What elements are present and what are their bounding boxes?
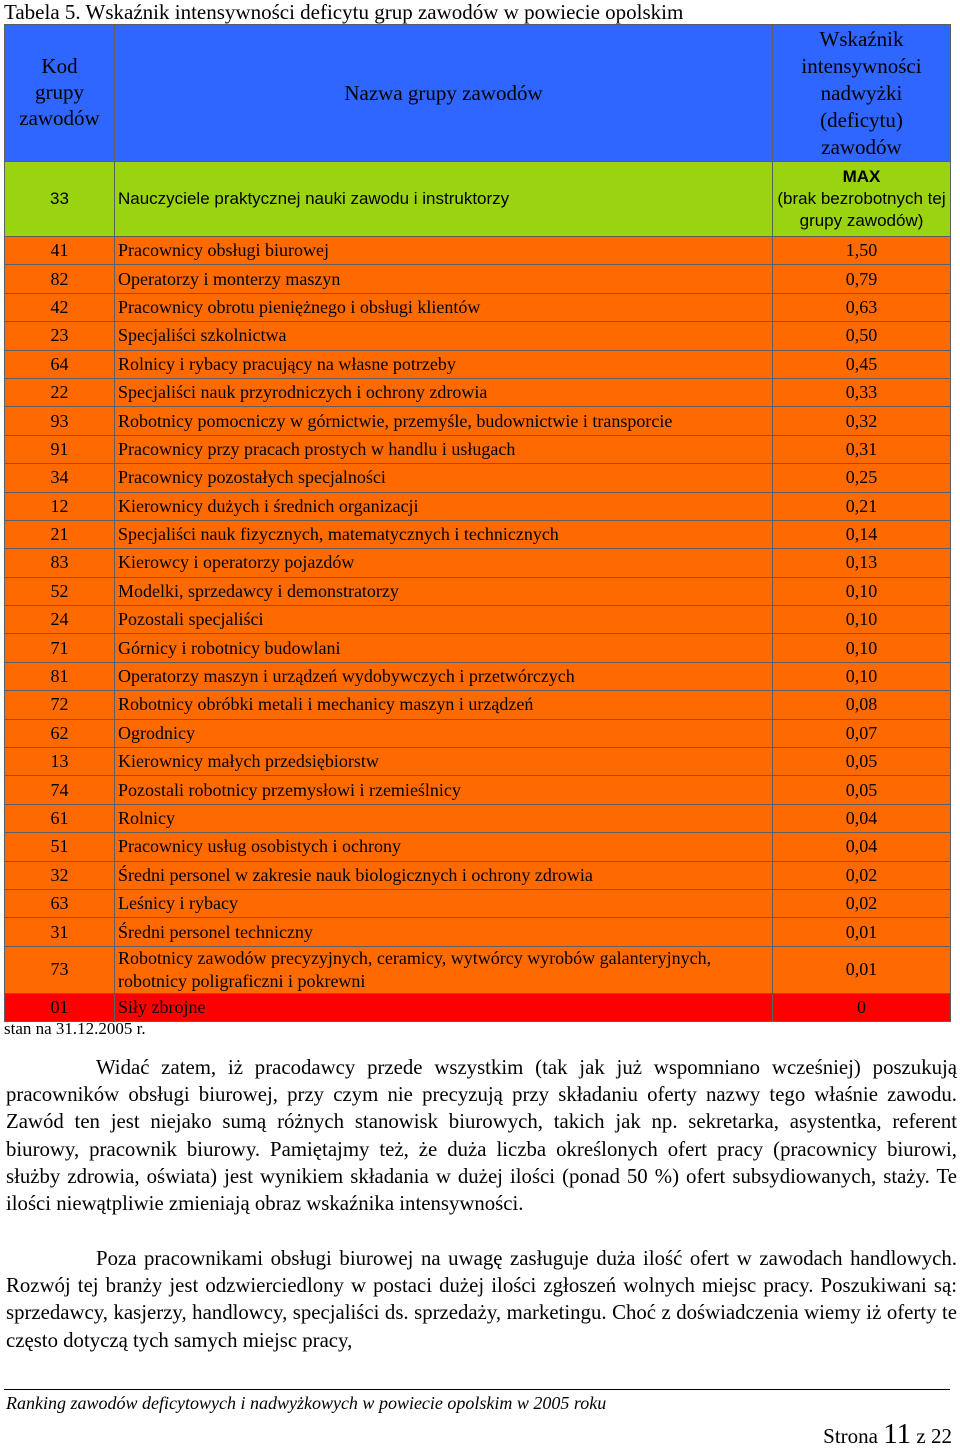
row-value: 0,33 — [773, 378, 951, 406]
footer-divider — [4, 1389, 950, 1390]
table-row — [5, 162, 951, 237]
row-value: 0,05 — [773, 748, 951, 776]
row-name: Pozostali specjaliści — [115, 606, 773, 634]
table-row — [5, 889, 951, 917]
table-row — [5, 606, 951, 634]
row-name: Robotnicy pomocniczy w górnictwie, przemyśle, budownictwie i transporcie — [115, 407, 773, 435]
paragraph: Poza pracownikami obsługi biurowej na uwagę zasługuje duża ilość ofert w zawodach handlowych. Rozwój tej branży jest odzwierciedlony w postaci dużej ilości zgłoszeń wolnych miejsc pracy. Poszukiwani są: sprzedawcy, kasjerzy, handlowcy, specjaliści ds. sprzedaży, marketingu. Choć z doświadczenia wiemy iż oferty te często dotyczą tych samych miejsc pracy, — [6, 1247, 957, 1352]
table-row — [5, 861, 951, 889]
row-code: 83 — [5, 549, 115, 577]
row-value: 0,79 — [773, 265, 951, 293]
table-row — [5, 691, 951, 719]
row-value: 0,05 — [773, 776, 951, 804]
row-value: 0,10 — [773, 606, 951, 634]
table-row — [5, 719, 951, 747]
table-row — [5, 918, 951, 946]
row-name: Specjaliści szkolnictwa — [115, 322, 773, 350]
row-name: Modelki, sprzedawcy i demonstratorzy — [115, 577, 773, 605]
table-row — [5, 293, 951, 321]
row-value: 0,02 — [773, 889, 951, 917]
header-index-line: (deficytu) — [820, 107, 903, 132]
table-row — [5, 520, 951, 548]
row-value: 1,50 — [773, 237, 951, 265]
row-name: Pozostali robotnicy przemysłowi i rzemieślnicy — [115, 776, 773, 804]
row-code: 13 — [5, 748, 115, 776]
row-name: Pracownicy pozostałych specjalności — [115, 464, 773, 492]
row-code: 34 — [5, 464, 115, 492]
row-name: Górnicy i robotnicy budowlani — [115, 634, 773, 662]
row-name: Pracownicy przy pracach prostych w handlu i usługach — [115, 435, 773, 463]
deficit-index-table — [4, 24, 951, 1022]
table-row — [5, 237, 951, 265]
row-code: 82 — [5, 265, 115, 293]
paragraph: Widać zatem, iż pracodawcy przede wszystkim (tak jak już wspomniano wcześniej) poszukują pracowników obsługi biurowej, przy czym nie precyzują przy składaniu oferty nazwy tego właśnie zawodu. Zawód ten jest niejako sumą różnych stanowisk biurowych, takich jak np. sekretarka, asystentka, referent biurowy, pracownik biurowy. Pamiętajmy też, że duża liczba określonych ofert pracy (pracownicy biurowi, służby zdrowia, oświata) jest wynikiem składania w dużej ilości (ponad 50 %) ofert subsydiowanych, staży. Te ilości niewątpliwie zmieniają obraz wskaźnika intensywności. — [6, 1056, 957, 1216]
table-row — [5, 833, 951, 861]
footer-title: Ranking zawodów deficytowych i nadwyżkowych w powiecie opolskim w 2005 roku — [6, 1393, 607, 1413]
header-code-line: grupy — [35, 80, 84, 104]
table-row — [5, 577, 951, 605]
row-name: Operatorzy i monterzy maszyn — [115, 265, 773, 293]
row-value: 0,13 — [773, 549, 951, 577]
row-name: Leśnicy i rybacy — [115, 889, 773, 917]
row-code: 22 — [5, 378, 115, 406]
header-index-line: zawodów — [821, 134, 902, 159]
table-row — [5, 492, 951, 520]
header-index-line: intensywności — [801, 53, 922, 78]
row-value: 0,32 — [773, 407, 951, 435]
row-name: Pracownicy obrotu pieniężnego i obsługi klientów — [115, 293, 773, 321]
row-code: 63 — [5, 889, 115, 917]
row-code: 64 — [5, 350, 115, 378]
row-code: 01 — [5, 993, 115, 1021]
header-name: Nazwa grupy zawodów — [115, 25, 773, 162]
row-code: 73 — [5, 946, 115, 993]
row-name: Nauczyciele praktycznej nauki zawodu i instruktorzy — [115, 162, 773, 237]
row-name: Robotnicy obróbki metali i mechanicy maszyn i urządzeń — [115, 691, 773, 719]
row-code: 42 — [5, 293, 115, 321]
row-value: 0,25 — [773, 464, 951, 492]
row-code: 21 — [5, 520, 115, 548]
row-code: 33 — [5, 162, 115, 237]
row-value: 0,10 — [773, 662, 951, 690]
page-total: 22 — [931, 1424, 952, 1448]
row-code: 72 — [5, 691, 115, 719]
row-value: 0,45 — [773, 350, 951, 378]
row-name: Rolnicy — [115, 804, 773, 832]
header-index-line: Wskaźnik — [819, 26, 904, 51]
row-name: Pracownicy obsługi biurowej — [115, 237, 773, 265]
row-value: 0,63 — [773, 293, 951, 321]
row-name: Specjaliści nauk przyrodniczych i ochrony zdrowia — [115, 378, 773, 406]
row-name: Pracownicy usług osobistych i ochrony — [115, 833, 773, 861]
table-row — [5, 350, 951, 378]
header-index-line: nadwyżki — [820, 80, 903, 105]
row-name: Kierownicy dużych i średnich organizacji — [115, 492, 773, 520]
table-row — [5, 265, 951, 293]
row-code: 32 — [5, 861, 115, 889]
row-value — [773, 162, 951, 237]
row-code: 12 — [5, 492, 115, 520]
row-name: Rolnicy i rybacy pracujący na własne potrzeby — [115, 350, 773, 378]
row-code: 24 — [5, 606, 115, 634]
header-code-line: Kod — [41, 54, 78, 78]
date-note: stan na 31.12.2005 r. — [4, 1019, 146, 1038]
row-value: 0,02 — [773, 861, 951, 889]
row-value: 0,07 — [773, 719, 951, 747]
row-code: 52 — [5, 577, 115, 605]
table-row — [5, 407, 951, 435]
row-code: 71 — [5, 634, 115, 662]
row-value-main: MAX — [842, 167, 881, 186]
table-header-row — [5, 25, 951, 162]
row-code: 62 — [5, 719, 115, 747]
row-value: 0,14 — [773, 520, 951, 548]
row-name: Operatorzy maszyn i urządzeń wydobywczych i przetwórczych — [115, 662, 773, 690]
row-value: 0,31 — [773, 435, 951, 463]
table-caption: Tabela 5. Wskaźnik intensywności deficytu grup zawodów w powiecie opolskim — [4, 0, 684, 24]
table-row — [5, 776, 951, 804]
table-row — [5, 662, 951, 690]
row-name: Specjaliści nauk fizycznych, matematycznych i technicznych — [115, 520, 773, 548]
row-code: 93 — [5, 407, 115, 435]
row-value: 0,10 — [773, 634, 951, 662]
page-sep: z — [916, 1424, 926, 1448]
header-code — [5, 25, 115, 162]
table-row — [5, 804, 951, 832]
table-row — [5, 322, 951, 350]
row-code: 31 — [5, 918, 115, 946]
table-row — [5, 378, 951, 406]
row-code: 74 — [5, 776, 115, 804]
row-value: 0,04 — [773, 833, 951, 861]
row-value: 0,08 — [773, 691, 951, 719]
row-code: 41 — [5, 237, 115, 265]
row-code: 61 — [5, 804, 115, 832]
row-value: 0,21 — [773, 492, 951, 520]
table-row — [5, 435, 951, 463]
row-code: 81 — [5, 662, 115, 690]
page-number — [823, 1418, 952, 1451]
row-code: 51 — [5, 833, 115, 861]
row-value: 0,10 — [773, 577, 951, 605]
table-row — [5, 549, 951, 577]
row-value: 0 — [773, 993, 951, 1021]
table-row — [5, 748, 951, 776]
row-name: Ogrodnicy — [115, 719, 773, 747]
table-row — [5, 634, 951, 662]
header-index — [773, 25, 951, 162]
row-name: Średni personel techniczny — [115, 918, 773, 946]
row-value: 0,01 — [773, 946, 951, 993]
table-row — [5, 464, 951, 492]
row-name: Robotnicy zawodów precyzyjnych, ceramicy, wytwórcy wyrobów galanteryjnych, robotnicy poligraficzni i pokrewni — [115, 946, 773, 993]
header-code-line: zawodów — [19, 106, 100, 130]
table-row — [5, 946, 951, 993]
row-name: Średni personel w zakresie nauk biologicznych i ochrony zdrowia — [115, 861, 773, 889]
row-name: Siły zbrojne — [115, 993, 773, 1021]
row-value: 0,01 — [773, 918, 951, 946]
page-current: 11 — [883, 1418, 912, 1450]
row-code: 91 — [5, 435, 115, 463]
table-row — [5, 993, 951, 1021]
row-code: 23 — [5, 322, 115, 350]
row-name: Kierownicy małych przedsiębiorstw — [115, 748, 773, 776]
row-value: 0,04 — [773, 804, 951, 832]
row-name: Kierowcy i operatorzy pojazdów — [115, 549, 773, 577]
row-value: 0,50 — [773, 322, 951, 350]
page-prefix: Strona — [823, 1424, 878, 1448]
row-value-sub: (brak bezrobotnych tej grupy zawodów) — [777, 189, 946, 230]
